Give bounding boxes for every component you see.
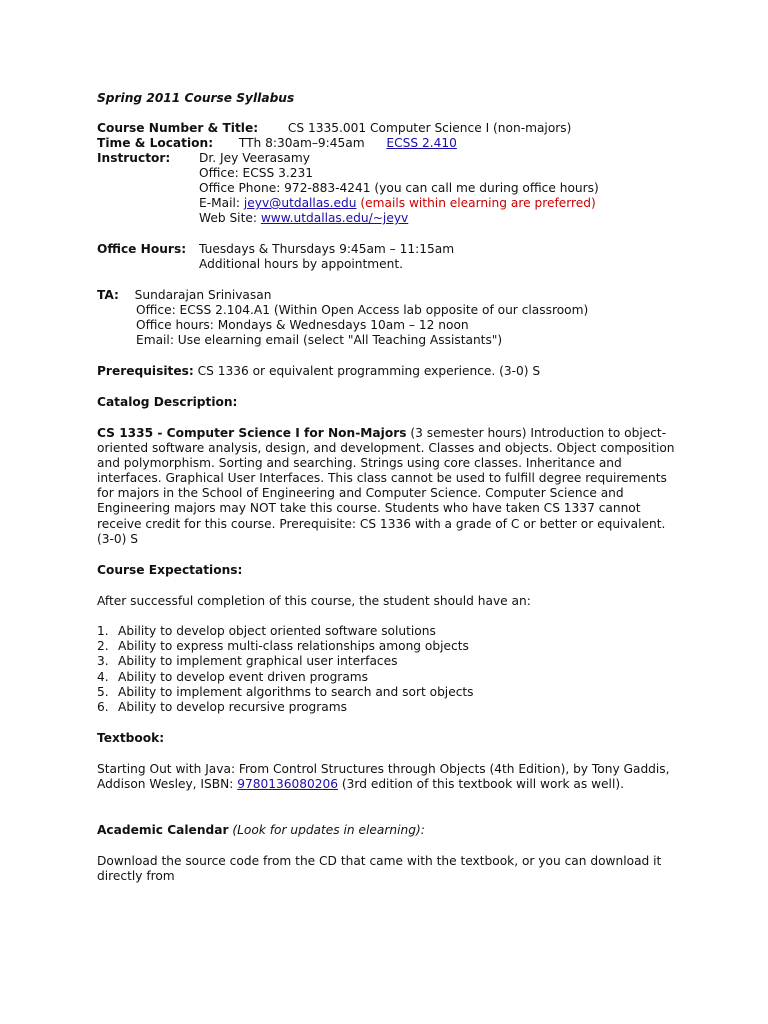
time-value: TTh 8:30am–9:45am <box>238 136 365 150</box>
course-line <box>97 121 571 136</box>
office-hours-line1: Tuesdays & Thursdays 9:45am – 11:15am <box>199 242 455 256</box>
ta-name: Sundarajan Srinivasan <box>134 288 272 302</box>
list-item: 6. Ability to develop recursive programs <box>97 700 347 715</box>
list-item: 3. Ability to implement graphical user interfaces <box>97 654 398 669</box>
isbn-link[interactable]: 9780136080206 <box>237 777 339 792</box>
expectations-heading: Course Expectations: <box>97 563 243 577</box>
expectations-intro: After successful completion of this course, the student should have an: <box>97 594 531 608</box>
prereq-label: Prerequisites: <box>97 364 194 378</box>
instructor-web-link[interactable]: www.utdallas.edu/~jeyv <box>260 211 409 225</box>
list-item: 2. Ability to express multi-class relationships among objects <box>97 639 469 654</box>
ta-email: Email: Use elearning email (select "All Teaching Assistants") <box>136 333 503 347</box>
email-label: E-Mail: <box>199 196 240 210</box>
catalog-hours: (3 semester hours) <box>410 426 527 440</box>
instructor-web-line <box>199 211 408 226</box>
catalog-course-title: CS 1335 - Computer Science I for Non-Majors <box>97 426 407 440</box>
instructor-email-line <box>199 196 596 211</box>
list-item: 1. Ability to develop object oriented software solutions <box>97 624 436 638</box>
course-label: Course Number & Title: <box>97 121 259 135</box>
time-label: Time & Location: <box>97 136 214 150</box>
instructor-name: Dr. Jey Veerasamy <box>199 151 310 165</box>
textbook-text: Starting Out with Java: From Control Structures through Objects (4th Edition), by Tony Gaddis, Addison Wesley, ISBN: <box>97 762 670 792</box>
ta-office: Office: ECSS 2.104.A1 (Within Open Access lab opposite of our classroom) <box>136 303 589 317</box>
calendar-heading-line <box>97 823 425 838</box>
calendar-text: Download the source code from the CD that came with the textbook, or you can download it directly from <box>97 854 662 884</box>
ta-hours: Office hours: Mondays & Wednesdays 10am – 12 noon <box>136 318 469 332</box>
course-value: CS 1335.001 Computer Science I (non-majors) <box>287 121 572 135</box>
location-link[interactable]: ECSS 2.410 <box>386 136 457 150</box>
textbook-edition-note: (3rd edition of this textbook will work as well). <box>341 777 624 792</box>
office-hours-line2: Additional hours by appointment. <box>199 257 404 271</box>
list-item: 5. Ability to implement algorithms to search and sort objects <box>97 684 474 699</box>
instructor-phone: Office Phone: 972-883-4241 (you can call me during office hours) <box>199 181 599 195</box>
catalog-heading: Catalog Description: <box>97 395 238 409</box>
textbook-description <box>97 762 677 792</box>
calendar-note: (Look for updates in elearning): <box>232 823 425 837</box>
catalog-description <box>97 426 677 547</box>
page-title: Spring 2011 Course Syllabus <box>97 91 295 105</box>
prereq-value: CS 1336 or equivalent programming experience. (3-0) S <box>197 364 541 378</box>
instructor-label: Instructor: <box>97 151 171 165</box>
instructor-email-link[interactable]: jeyv@utdallas.edu <box>243 196 357 210</box>
instructor-office: Office: ECSS 3.231 <box>199 166 314 180</box>
office-hours-label: Office Hours: <box>97 242 187 256</box>
ta-line <box>97 288 271 303</box>
prereq-line <box>97 364 540 379</box>
expectations-list <box>97 624 474 715</box>
ta-label: TA: <box>97 288 119 302</box>
textbook-heading: Textbook: <box>97 731 165 745</box>
time-line <box>97 136 457 151</box>
calendar-heading: Academic Calendar <box>97 823 229 837</box>
catalog-text: Introduction to object-oriented software analysis, design, and development. Classes and objects. Object composition and polymorphism. Sorting and searching. Strings using core classes. Inheritance and interfaces. Graphical User Interfaces. This class cannot be used to fulfill degree requirements for majors in the School of Engineering and Computer Science. Computer Science and Engineering majors may NOT take this course. Students who have taken CS 1337 cannot receive credit for this course. Prerequisite: CS 1336 with a grade of C or better or equivalent. (3-0) S <box>97 426 675 546</box>
list-item: 4. Ability to develop event driven programs <box>97 669 369 684</box>
web-label: Web Site: <box>199 211 257 225</box>
email-note: (emails within elearning are preferred) <box>360 196 596 210</box>
